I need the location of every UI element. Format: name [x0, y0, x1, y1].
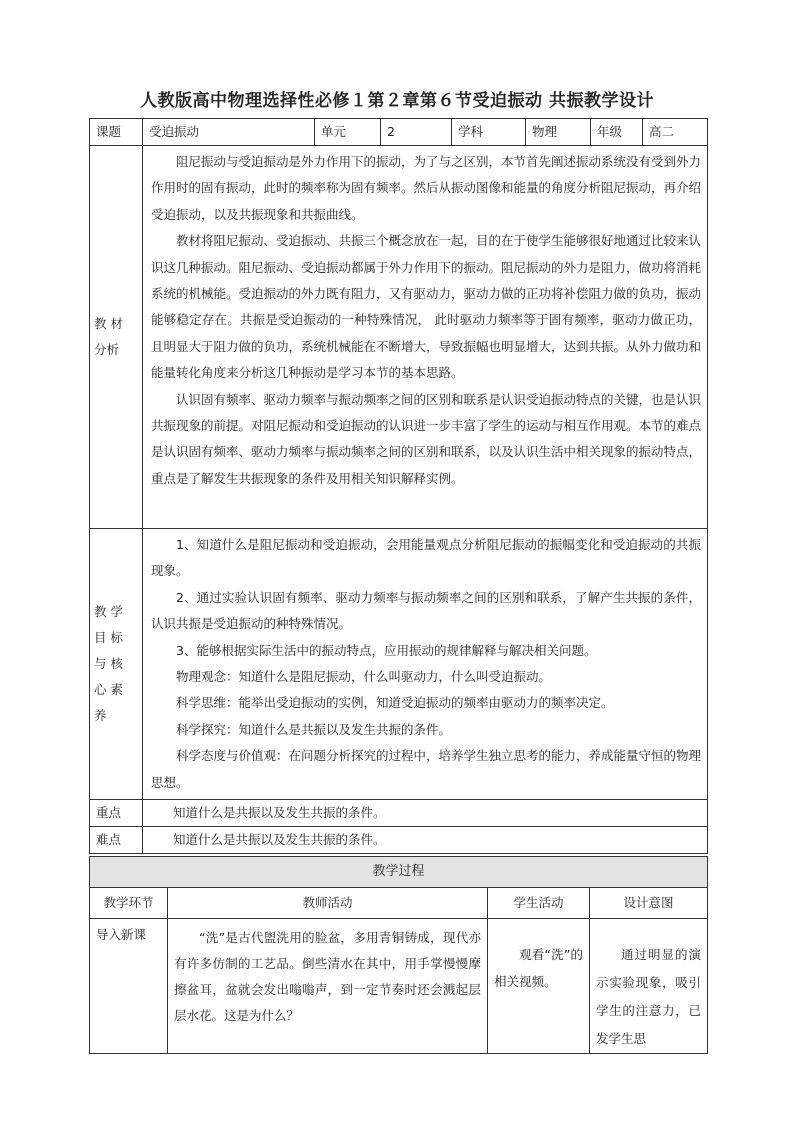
unit-value: 2 [381, 119, 452, 146]
analysis-label: 教 材 分析 [90, 146, 143, 529]
document-title: 人教版高中物理选择性必修１第２章第６节受迫振动 共振教学设计 [140, 91, 654, 111]
key-point-label: 重点 [90, 800, 143, 827]
table-row [90, 919, 708, 1054]
teacher-activity-text: “洗”是古代盥洗用的脸盆，多用青铜铸成，现代亦有许多仿制的工艺品。倒些清水在其中，用手掌慢慢摩擦盆耳，盆就会发出嗡嗡声，到一定节奏时还会溅起层层水花。这是为什么？ [174, 930, 481, 1024]
difficult-point-label: 难点 [90, 827, 143, 854]
analysis-paragraph: 认识固有频率、驱动力频率与振动频率之间的区别和联系是认识受迫振动特点的关键，也是认识共振现象的前提。对阻尼振动和受迫振动的认识进一步丰富了学生的运动与相互作用观。本节的难点是认识固有频率、驱动力频率与振动频率之间的区别和联系，以及认识生活中相关现象的振动特点，重点是了解发生共振现象的条件及用相关知识解释实例。 [151, 391, 702, 486]
analysis-content [143, 146, 708, 529]
grade-value: 高二 [643, 119, 708, 146]
topic-value: 受迫振动 [143, 119, 315, 146]
goal-item: 科学态度与价值观：在问题分析探究的过程中，培养学生独立思考的能力，养成能量守恒的物理思想。 [151, 748, 702, 790]
process-column-headers [90, 888, 708, 919]
goals-label: 教 学 目 标 与 核 心 素 养 [90, 529, 143, 800]
process-table [89, 856, 708, 1054]
topic-label: 课题 [90, 119, 143, 146]
stage-cell: 导入新课 [90, 919, 168, 1054]
grade-label: 年级 [591, 119, 643, 146]
process-title: 教学过程 [90, 857, 708, 888]
subject-label: 学科 [452, 119, 526, 146]
column-header-stage: 教学环节 [90, 888, 168, 919]
column-header-intent: 设计意图 [590, 888, 708, 919]
difficult-point-text: 知道什么是共振以及发生共振的条件。 [143, 827, 708, 854]
goals-row [90, 529, 708, 800]
key-point-row [90, 800, 708, 827]
goals-content [143, 529, 708, 800]
subject-value: 物理 [526, 119, 591, 146]
student-activity-text: 观看“洗”的相关视频。 [494, 947, 583, 990]
design-intent-text: 通过明显的演示实验现象，吸引学生的注意力，已发学生思 [596, 947, 702, 1047]
difficult-point-row [90, 827, 708, 854]
teacher-activity-cell [168, 919, 488, 1054]
column-header-teacher: 教师活动 [168, 888, 488, 919]
student-activity-cell [488, 919, 590, 1054]
goal-item: 1、知道什么是阻尼振动和受迫振动，会用能量观点分析阻尼振动的振幅变化和受迫振动的共振现象。 [151, 537, 701, 579]
goal-item: 物理观念：知道什么是阻尼振动，什么叫驱动力，什么叫受迫振动。 [176, 669, 552, 685]
key-point-text: 知道什么是共振以及发生共振的条件。 [143, 800, 708, 827]
goal-item: 科学探究：知道什么是共振以及发生共振的条件。 [176, 721, 452, 737]
goal-item: 2、通过实验认识固有频率、驱动力频率与振动频率之间的区别和联系，了解产生共振的条件，认识共振是受迫振动的种特殊情况。 [151, 589, 701, 632]
unit-label: 单元 [315, 119, 381, 146]
column-header-student: 学生活动 [488, 888, 590, 919]
analysis-paragraph: 阻尼振动与受迫振动是外力作用下的振动，为了与之区别，本节首先阐述振动系统没有受到外力作用时的固有振动，此时的频率称为固有频率。然后从振动图像和能量的角度分析阻尼振动，再介绍受迫振动，以及共振现象和共振曲线。 [151, 154, 702, 222]
header-row [90, 119, 708, 146]
info-table [89, 118, 708, 854]
goal-item: 科学思维：能举出受迫振动的实例，知道受迫振动的频率由驱动力的频率决定。 [176, 695, 614, 711]
design-intent-cell [590, 919, 708, 1054]
analysis-paragraph: 教材将阻尼振动、受迫振动、共振三个概念放在一起，目的在于使学生能够很好地通过比较来认识这几种振动。阻尼振动、受迫振动都属于外力作用下的振动。阻尼振动的外力是阻力，做功将消耗系统的机械能。受迫振动的外力既有阻力，又有驱动力，驱动力做的正功将补偿阻力做的负功，振动能够稳定存在。共振是受迫振动的一种特殊情况， 此时驱动力频率等于固有频率，驱动力做正功，且明显大于阻力做的负功，系统机械能在不断增大，导致振幅也明显增大，达到共振。从外力做功和能量转化角度来分析这几种振动是学习本节的基本思路。 [151, 233, 702, 381]
lesson-plan-table [89, 118, 707, 1054]
analysis-row [90, 146, 708, 529]
goal-item: 3、能够根据实际生活中的振动特点，应用振动的规律解释与解决相关问题。 [176, 642, 597, 658]
